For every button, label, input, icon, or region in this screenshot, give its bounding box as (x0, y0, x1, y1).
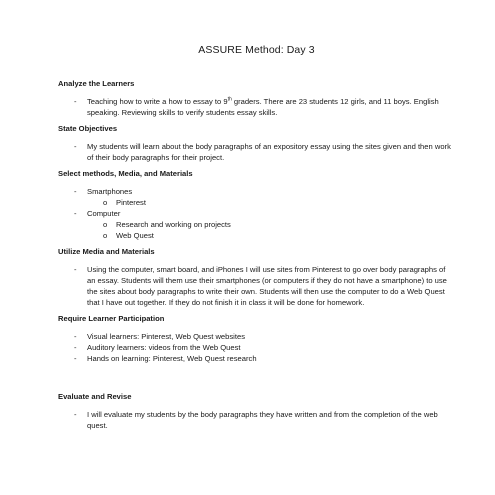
dash-bullet: - (74, 209, 77, 218)
item-text: graders. There are 23 students 12 girls, and 11 boys. English speaking. Reviewing skills to verify students essay skills. (87, 97, 439, 117)
item-text: Web Quest (116, 231, 154, 240)
section-learner-participation (58, 314, 455, 364)
section-state-objectives (58, 124, 455, 163)
item-text: Hands on learning: Pinterest, Web Quest research (87, 354, 257, 363)
list-item (58, 96, 455, 118)
sub-list-item (58, 197, 455, 208)
list-item (58, 342, 455, 353)
item-text: Auditory learners: videos from the Web Quest (87, 343, 241, 352)
item-text: I will evaluate my students by the body paragraphs they have written and from the completion of the web quest. (87, 410, 438, 430)
list-item (58, 409, 455, 431)
section-evaluate-revise (58, 392, 455, 431)
superscript: th (227, 96, 232, 103)
circle-bullet: o (103, 198, 108, 207)
dash-bullet: - (74, 265, 77, 274)
section-heading: State Objectives (58, 124, 118, 133)
section-heading: Require Learner Participation (58, 314, 165, 323)
list-item (58, 331, 455, 342)
list-item (58, 186, 455, 197)
list-item (58, 208, 455, 219)
dash-bullet: - (74, 354, 77, 363)
item-text: Visual learners: Pinterest, Web Quest websites (87, 332, 245, 341)
dash-bullet: - (74, 187, 77, 196)
section-heading: Select methods, Media, and Materials (58, 169, 193, 178)
dash-bullet: - (74, 332, 77, 341)
item-text: Research and working on projects (116, 220, 231, 229)
item-text: Pinterest (116, 198, 146, 207)
circle-bullet: o (103, 220, 108, 229)
item-text: Computer (87, 209, 121, 218)
spacer (58, 370, 455, 392)
section-select-methods (58, 169, 455, 241)
dash-bullet: - (74, 343, 77, 352)
circle-bullet: o (103, 231, 108, 240)
item-text: Smartphones (87, 187, 133, 196)
section-heading: Utilize Media and Materials (58, 247, 155, 256)
sub-list-item (58, 219, 455, 230)
section-analyze-learners (58, 79, 455, 118)
section-utilize-media (58, 247, 455, 308)
item-text: My students will learn about the body paragraphs of an expository essay using the sites given and then work of their body paragraphs for their project. (87, 142, 451, 162)
list-item (58, 141, 455, 163)
list-item (58, 353, 455, 364)
section-heading: Analyze the Learners (58, 79, 135, 88)
item-text: Teaching how to write a how to essay to 9 (87, 97, 228, 106)
dash-bullet: - (74, 97, 77, 106)
page-title: ASSURE Method: Day 3 (198, 44, 315, 56)
dash-bullet: - (74, 142, 77, 151)
item-text: Using the computer, smart board, and iPhones I will use sites from Pinterest to go over body paragraphs of an essay. Students will them use their smartphones (or computers if they do not have a smartphone) to use the sites about body paragraphs to write their own. Students will then use the computer to do a Web Quest that I have out together. If they do not finish it in class it will be done for homework. (87, 265, 447, 307)
section-heading: Evaluate and Revise (58, 392, 132, 401)
sub-list-item (58, 230, 455, 241)
dash-bullet: - (74, 410, 77, 419)
list-item (58, 264, 455, 308)
